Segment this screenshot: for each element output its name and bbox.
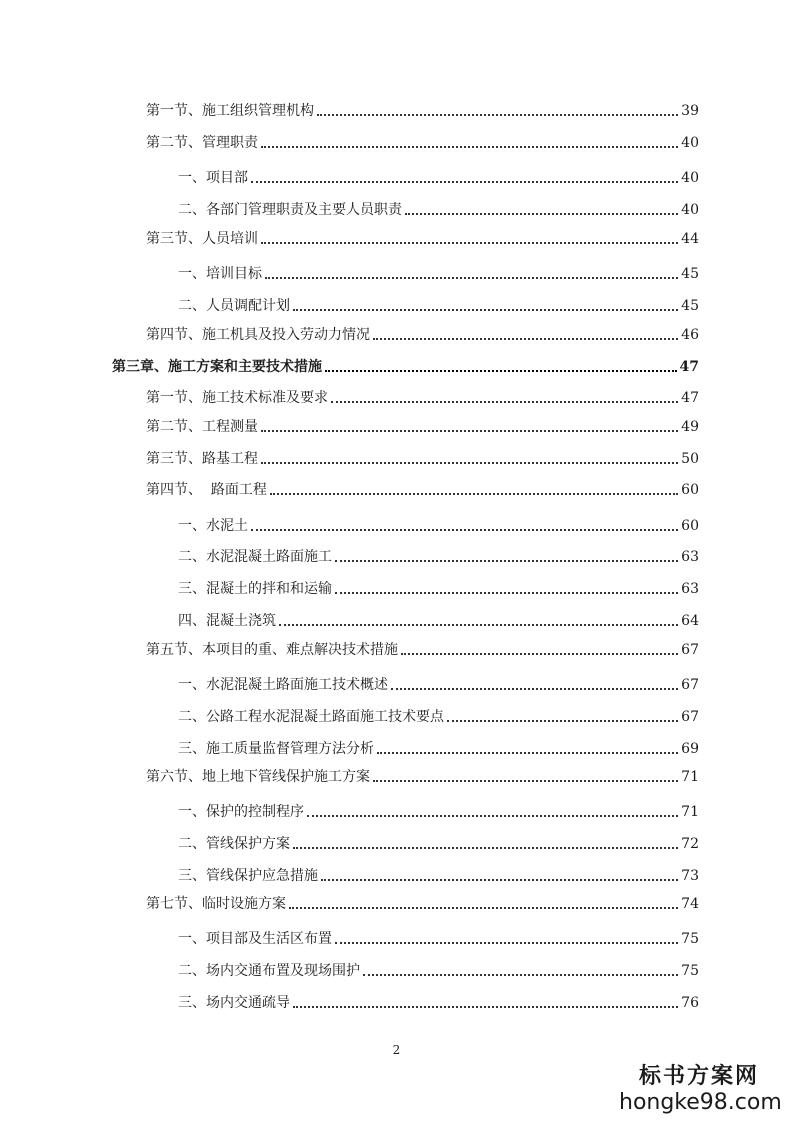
toc-entry-label: 二、人员调配计划 (178, 298, 290, 314)
toc-entry (178, 674, 699, 694)
toc-entry-label: 四、混凝土浇筑 (178, 613, 276, 629)
toc-dot-leader (293, 1006, 678, 1008)
toc-entry (146, 228, 699, 248)
toc-entry (178, 992, 699, 1012)
toc-entry (146, 893, 699, 913)
toc-dot-leader (335, 560, 678, 562)
toc-entry-label: 三、管线保护应急措施 (178, 868, 318, 884)
toc-dot-leader (373, 780, 678, 782)
toc-entry (178, 199, 699, 219)
toc-entry-page: 69 (681, 741, 699, 757)
toc-entry-page: 45 (681, 266, 699, 282)
toc-dot-leader (335, 592, 678, 594)
toc-chapter-entry (112, 356, 699, 376)
toc-entry-label: 第二节、工程测量 (146, 419, 258, 435)
toc-entry (178, 928, 699, 948)
toc-entry-page: 49 (681, 419, 699, 435)
toc-entry-label: 一、项目部及生活区布置 (178, 931, 332, 947)
toc-entry-page: 40 (681, 170, 699, 186)
toc-entry (146, 387, 699, 407)
site-watermark (619, 1064, 782, 1116)
toc-entry-page: 44 (681, 231, 699, 247)
toc-entry (178, 801, 699, 821)
toc-entry-label: 第三章、施工方案和主要技术措施 (112, 359, 322, 375)
toc-dot-leader (270, 493, 678, 495)
toc-entry-label: 二、场内交通布置及现场围护 (178, 963, 360, 979)
toc-dot-leader (293, 309, 678, 311)
toc-dot-leader (293, 847, 678, 849)
toc-entry-label: 第四节、施工机具及投入劳动力情况 (146, 327, 370, 343)
toc-entry-page: 50 (681, 451, 699, 467)
toc-dot-leader (331, 401, 678, 403)
watermark-url: hongke98.com (619, 1090, 782, 1115)
toc-entry-page: 39 (681, 103, 699, 119)
toc-entry-page: 75 (681, 931, 699, 947)
toc-entry-label: 一、培训目标 (178, 266, 262, 282)
toc-dot-leader (321, 879, 678, 881)
toc-entry-label: 二、水泥混凝土路面施工 (178, 549, 332, 565)
toc-entry (178, 865, 699, 885)
toc-entry-label: 第三节、人员培训 (146, 231, 258, 247)
toc-entry-label: 第七节、临时设施方案 (146, 896, 286, 912)
toc-entry-label: 三、混凝土的拌和和运输 (178, 581, 332, 597)
toc-entry-label: 第五节、本项目的重、难点解决技术措施 (146, 642, 398, 658)
toc-entry (146, 416, 699, 436)
toc-dot-leader (251, 529, 678, 531)
toc-entry (178, 263, 699, 283)
toc-entry-page: 67 (681, 677, 699, 693)
toc-entry (178, 738, 699, 758)
toc-entry-page: 47 (681, 390, 699, 406)
toc-entry (178, 833, 699, 853)
toc-entry-page: 63 (681, 581, 699, 597)
toc-entry-page: 72 (681, 836, 699, 852)
toc-entry (178, 515, 699, 535)
toc-entry-label: 第一节、施工组织管理机构 (146, 103, 314, 119)
toc-entry-label: 三、场内交通疏导 (178, 995, 290, 1011)
toc-entry (178, 578, 699, 598)
toc-entry-page: 74 (681, 896, 699, 912)
toc-entry-page: 64 (681, 613, 699, 629)
toc-entry (178, 167, 699, 187)
toc-entry-page: 71 (681, 769, 699, 785)
toc-dot-leader (373, 338, 678, 340)
toc-entry (146, 132, 699, 152)
toc-entry-label: 一、保护的控制程序 (178, 804, 304, 820)
toc-dot-leader (251, 181, 678, 183)
toc-dot-leader (405, 213, 678, 215)
toc-entry-label: 第一节、施工技术标准及要求 (146, 390, 328, 406)
toc-entry (178, 295, 699, 315)
toc-entry (178, 960, 699, 980)
toc-dot-leader (363, 974, 678, 976)
toc-entry-page: 63 (681, 549, 699, 565)
toc-dot-leader (325, 370, 677, 372)
toc-dot-leader (317, 114, 678, 116)
toc-entry-label: 第三节、路基工程 (146, 451, 258, 467)
toc-dot-leader (289, 907, 678, 909)
toc-entry-label: 二、公路工程水泥混凝土路面施工技术要点 (178, 709, 444, 725)
toc-entry-page: 67 (681, 642, 699, 658)
toc-entry-page: 46 (681, 327, 699, 343)
toc-entry-page: 47 (679, 359, 699, 375)
toc-entry-label: 第二节、管理职责 (146, 135, 258, 151)
toc-entry-label: 一、水泥土 (178, 518, 248, 534)
toc-dot-leader (261, 430, 678, 432)
toc-entry-label: 二、管线保护方案 (178, 836, 290, 852)
toc-entry (178, 546, 699, 566)
toc-entry-page: 71 (681, 804, 699, 820)
toc-entry-page: 75 (681, 963, 699, 979)
toc-dot-leader (307, 815, 678, 817)
toc-entry-page: 40 (681, 135, 699, 151)
toc-entry-label: 第四节、 路面工程 (146, 482, 267, 498)
toc-entry (146, 324, 699, 344)
toc-entry-label: 一、水泥混凝土路面施工技术概述 (178, 677, 388, 693)
page-number: 2 (392, 1043, 401, 1057)
toc-dot-leader (335, 942, 678, 944)
toc-entry-page: 76 (681, 995, 699, 1011)
toc-entry (146, 100, 699, 120)
toc-dot-leader (447, 720, 678, 722)
toc-entry (146, 766, 699, 786)
toc-dot-leader (261, 462, 678, 464)
toc-dot-leader (377, 752, 678, 754)
watermark-name: 标书方案网 (638, 1064, 759, 1089)
toc-entry-page: 40 (681, 202, 699, 218)
toc-entry (146, 479, 699, 499)
toc-entry-page: 73 (681, 868, 699, 884)
toc-dot-leader (401, 653, 678, 655)
toc-entry (146, 639, 699, 659)
toc-dot-leader (279, 624, 678, 626)
toc-dot-leader (261, 242, 678, 244)
toc-dot-leader (265, 277, 678, 279)
toc-entry-page: 60 (681, 518, 699, 534)
toc-entry-label: 第六节、地上地下管线保护施工方案 (146, 769, 370, 785)
toc-dot-leader (261, 146, 678, 148)
toc-entry-page: 45 (681, 298, 699, 314)
toc-entry-label: 三、施工质量监督管理方法分析 (178, 741, 374, 757)
toc-dot-leader (391, 688, 678, 690)
toc-entry-label: 一、项目部 (178, 170, 248, 186)
toc-entry-page: 67 (681, 709, 699, 725)
toc-entry (146, 448, 699, 468)
toc-entry (178, 706, 699, 726)
toc-entry (178, 610, 699, 630)
toc-entry-label: 二、各部门管理职责及主要人员职责 (178, 202, 402, 218)
toc-entry-page: 60 (681, 482, 699, 498)
